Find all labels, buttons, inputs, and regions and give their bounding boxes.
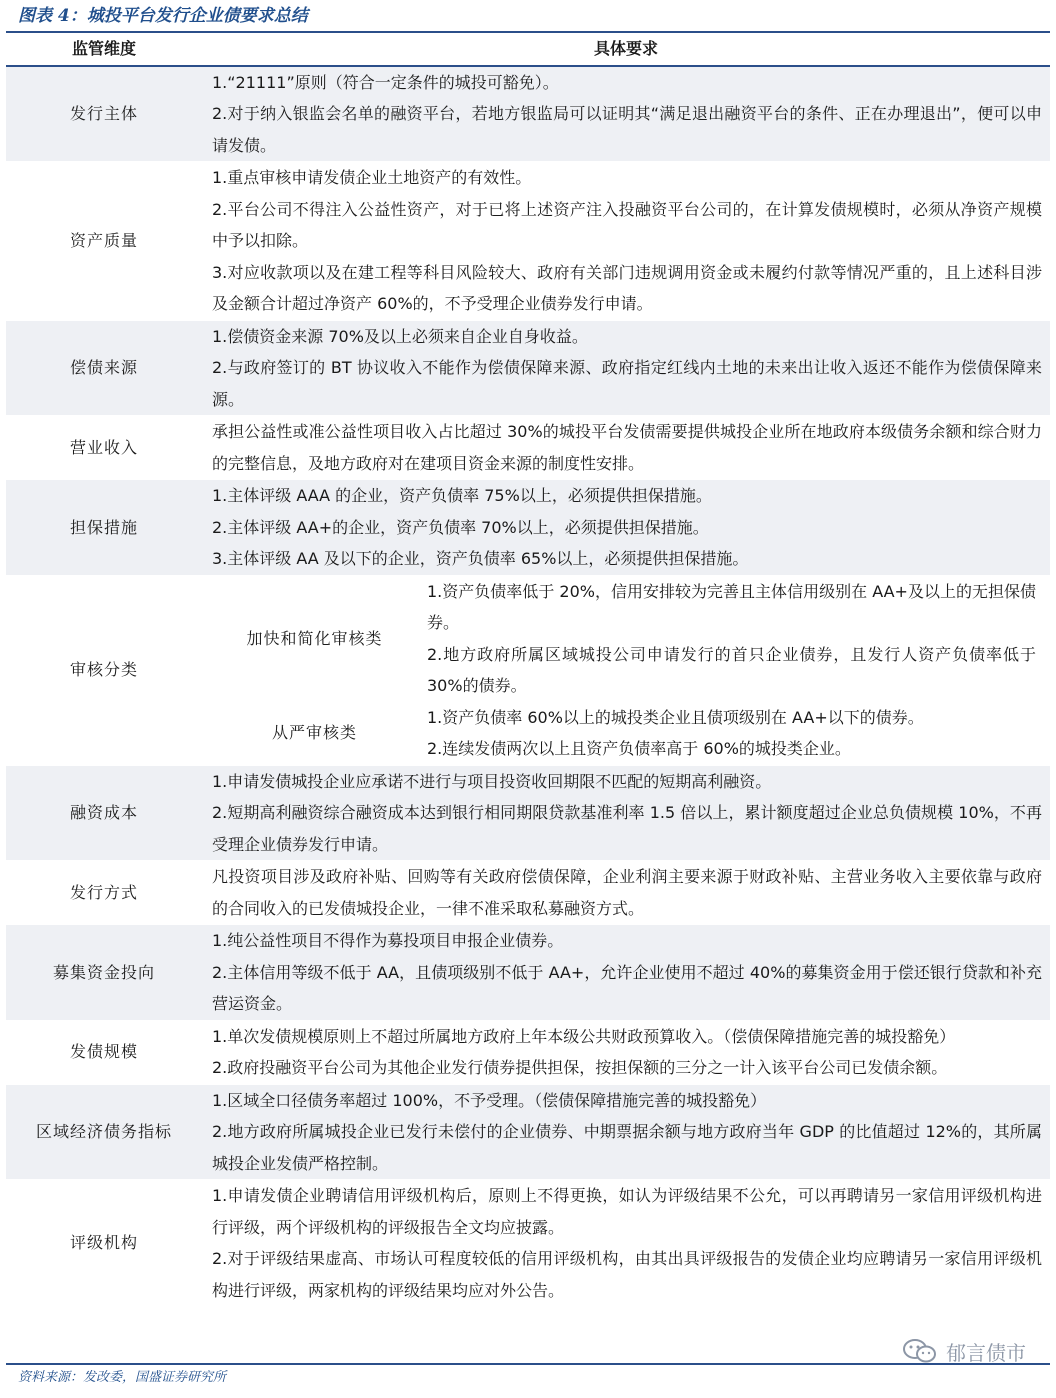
row-requirements xyxy=(202,765,1050,861)
requirement-line: 1.资产负债率低于 20%，信用安排较为完善且主体信用级别在 AA+及以上的无担保债券。 xyxy=(427,581,1036,632)
watermark-text: 郁言债市 xyxy=(946,1340,1026,1365)
row-requirements xyxy=(202,66,1050,162)
requirement-line: 3.主体评级 AA 及以下的企业，资产负债率 65%以上，必须提供担保措施。 xyxy=(212,549,749,568)
review-category-label: 从严审核类 xyxy=(271,723,357,743)
requirement-line: 2.地方政府所属区域城投公司申请发行的首只企业债券，且发行人资产负债率低于 30%的债券。 xyxy=(427,644,1036,695)
table-row xyxy=(6,925,1050,1021)
table-row xyxy=(6,66,1050,162)
review-category xyxy=(202,576,1042,702)
requirement-line: 3.对应收款项以及在建工程等科目风险较大、政府有关部门违规调用资金或未履约付款等情况严重的，且上述科目涉及金额合计超过净资产 60%的，不予受理企业债券发行申请。 xyxy=(212,262,1042,313)
row-dimension: 发债规模 xyxy=(6,1020,202,1084)
row-dimension: 融资成本 xyxy=(6,765,202,861)
requirement-line: 1.申请发债企业聘请信用评级机构后，原则上不得更换，如认为评级结果不公允，可以再聘请另一家信用评级机构进行评级，两个评级机构的评级报告全文均应披露。 xyxy=(212,1186,1042,1237)
row-dimension: 营业收入 xyxy=(6,416,202,480)
table-row xyxy=(6,320,1050,416)
row-dimension: 区域经济债务指标 xyxy=(6,1084,202,1180)
table-row xyxy=(6,480,1050,576)
requirement-line: 2.平台公司不得注入公益性资产，对于已将上述资产注入投融资平台公司的，在计算发债规模时，必须从净资产规模中予以扣除。 xyxy=(212,199,1042,250)
requirement-line: 1.申请发债城投企业应承诺不进行与项目投资收回期限不匹配的短期高利融资。 xyxy=(212,771,772,791)
row-requirements xyxy=(202,861,1050,925)
row-requirements xyxy=(202,1020,1050,1084)
requirement-line: 1.资产负债率 60%以上的城投类企业且债项级别在 AA+以下的债券。 xyxy=(427,707,924,727)
requirement-line: 2.主体评级 AA+的企业，资产负债率 70%以上，必须提供担保措施。 xyxy=(212,517,709,537)
row-dimension: 担保措施 xyxy=(6,480,202,576)
requirement-line: 凡投资项目涉及政府补贴、回购等有关政府偿债保障，企业利润主要来源于财政补贴、主营业务收入主要依靠与政府的合同收入的已发债城投企业，一律不准采取私募融资方式。 xyxy=(212,867,1042,918)
requirement-line: 2.短期高利融资综合融资成本达到银行相同期限贷款基准利率 1.5 倍以上，累计额度超过企业总负债规模 10%，不再受理企业债券发行申请。 xyxy=(212,803,1042,854)
row-dimension: 偿债来源 xyxy=(6,320,202,416)
table-row xyxy=(6,416,1050,480)
requirement-line: 2.连续发债两次以上且资产负债率高于 60%的城投类企业。 xyxy=(427,739,851,758)
figure-title: 图表 4：城投平台发行企业债要求总结 xyxy=(18,6,308,26)
requirement-line: 2.主体信用等级不低于 AA，且债项级别不低于 AA+，允许企业使用不超过 40%的募集资金用于偿还银行贷款和补充营运资金。 xyxy=(212,962,1042,1013)
requirement-line: 1.纯公益性项目不得作为募投项目申报企业债券。 xyxy=(212,931,564,950)
row-requirements xyxy=(202,480,1050,576)
wechat-icon xyxy=(902,1338,938,1364)
requirement-line: 2.对于纳入银监会名单的融资平台，若地方银监局可以证明其“满足退出融资平台的条件、正在办理退出”，便可以申请发债。 xyxy=(212,104,1042,155)
requirement-line: 2.对于评级结果虚高、市场认可程度较低的信用评级机构，由其出具评级报告的发债企业均应聘请另一家信用评级机构进行评级，两家机构的评级结果均应对外公告。 xyxy=(212,1249,1042,1300)
table-row xyxy=(6,861,1050,925)
table-row xyxy=(6,1020,1050,1084)
bottom-rule xyxy=(6,1363,1050,1365)
requirement-line: 1.重点审核申请发债企业土地资产的有效性。 xyxy=(212,168,532,187)
requirement-line: 1.“21111”原则（符合一定条件的城投可豁免）。 xyxy=(212,72,559,92)
table-row xyxy=(6,575,1050,765)
watermark xyxy=(902,1336,1026,1366)
requirement-line: 1.单次发债规模原则上不超过所属地方政府上年本级公共财政预算收入。（偿债保障措施完善的城投豁免） xyxy=(212,1026,956,1046)
review-category xyxy=(202,702,1042,765)
requirement-line: 承担公益性或准公益性项目收入占比超过 30%的城投平台发债需要提供城投企业所在地政府本级债务余额和综合财力的完整信息，及地方政府对在建项目资金来源的制度性安排。 xyxy=(212,422,1042,473)
header-requirement: 具体要求 xyxy=(202,33,1050,66)
requirements-table xyxy=(6,33,1050,1307)
table-row xyxy=(6,1084,1050,1180)
header-dimension: 监管维度 xyxy=(6,33,202,66)
review-category-label: 加快和简化审核类 xyxy=(246,628,383,648)
requirement-line: 1.偿债资金来源 70%及以上必须来自企业自身收益。 xyxy=(212,326,588,346)
requirement-line: 2.政府投融资平台公司为其他企业发行债券提供担保，按担保额的三分之一计入该平台公司已发债余额。 xyxy=(212,1058,948,1077)
requirement-line: 2.与政府签订的 BT 协议收入不能作为偿债保障来源、政府指定红线内土地的未来出让收入返还不能作为偿债保障来源。 xyxy=(212,358,1042,409)
table-row xyxy=(6,1180,1050,1307)
source-note: 资料来源：发改委，国盛证券研究所 xyxy=(18,1370,227,1385)
row-dimension: 评级机构 xyxy=(6,1180,202,1307)
row-dimension: 资产质量 xyxy=(6,162,202,321)
row-requirements xyxy=(202,1180,1050,1307)
requirement-line: 2.地方政府所属城投企业已发行未偿付的企业债券、中期票据余额与地方政府当年 GDP 的比值超过 12%的，其所属城投企业发债严格控制。 xyxy=(212,1122,1042,1173)
requirement-line: 1.区域全口径债务率超过 100%，不予受理。（偿债保障措施完善的城投豁免） xyxy=(212,1090,767,1110)
row-dimension: 审核分类 xyxy=(6,575,202,765)
row-dimension: 募集资金投向 xyxy=(6,925,202,1021)
requirement-line: 1.主体评级 AAA 的企业，资产负债率 75%以上，必须提供担保措施。 xyxy=(212,486,712,505)
table-row xyxy=(6,162,1050,321)
row-requirements xyxy=(202,320,1050,416)
row-requirements xyxy=(202,925,1050,1021)
table-row xyxy=(6,765,1050,861)
row-dimension: 发行主体 xyxy=(6,66,202,162)
row-requirements xyxy=(202,1084,1050,1180)
row-requirements xyxy=(202,162,1050,321)
row-requirements xyxy=(202,416,1050,480)
row-requirements xyxy=(202,575,1050,765)
row-dimension: 发行方式 xyxy=(6,861,202,925)
